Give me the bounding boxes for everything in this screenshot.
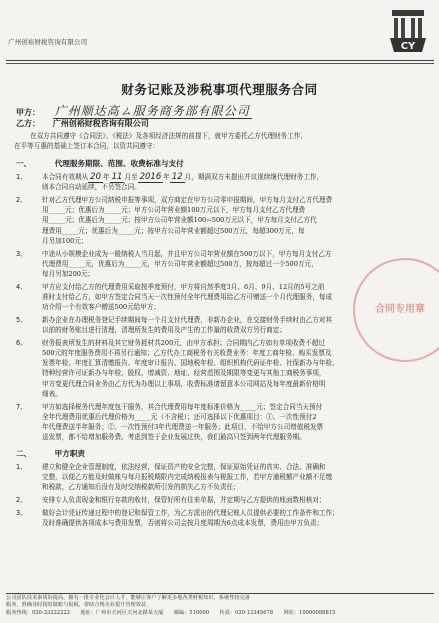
clause-line: 功介绍一个有效客户赠送500元给甲方； [42, 303, 161, 312]
footer-text [6, 595, 434, 617]
party-a-row [16, 102, 252, 119]
clause-line: 和税款，乙方通知后没有及时交纳税款所引发的损失乙方不负责任； [42, 483, 240, 492]
clause-number: 7、 [16, 402, 27, 411]
footer-divider [6, 593, 434, 594]
clause-text: 本合同有效期从 [42, 173, 89, 181]
section-1-title: 代理服务期限、范围、收费标准与支付 [54, 159, 184, 168]
clause-line: 细表。 [42, 389, 62, 398]
section-1-number: 一、 [16, 159, 32, 168]
section-2-title: 甲方职责 [54, 448, 86, 458]
clause-item [16, 195, 426, 246]
section-2-heading [16, 448, 85, 459]
clause-line: 以前的财务账目进行清理，清理所发生的费用及产生的工作量的收费双方另行商定； [42, 325, 286, 334]
clause-line [42, 172, 426, 182]
section-2-number: 二、 [16, 448, 32, 458]
header-company-name: 广州创裕财税咨询有限公司 [8, 38, 88, 46]
clause-line: 做好会计凭证传递过程中的登记和保管工作，为乙方派出的代理记账人员提供必要的工作条件和工作； [42, 508, 339, 517]
party-a-handwritten-name: 广州顺达高ㄙ服务商务部有限公司 [54, 104, 250, 118]
clause-item [16, 172, 426, 193]
footer-line: 公司团队技术素质的提高，拥有一批专业化会计人才，能够让客户了解更多地各类财税知识，系统性较完备 [6, 595, 250, 601]
clause-line: 全年代理费用优惠后代理价格为_____元（不含税）；还可选择以下优惠项目：①、一次性预付2 [42, 412, 317, 421]
handwritten-value: 11 [111, 172, 123, 182]
clause-line: 准时支付给乙方，如甲方签定合同当天一次性预付全年代理费用给乙方可赠送一个月代理服务，每成 [42, 292, 333, 301]
clause-item [16, 338, 426, 400]
handwritten-value: 20 [90, 172, 101, 182]
header-divider-thin [6, 63, 434, 64]
clause-item [16, 462, 426, 493]
clause-number: 3、 [16, 508, 27, 517]
clause-line: 财务报表所发生的材料及其它财务耗材共200元，由甲方承担；合同期内乙方如有单项收费不超过 [42, 338, 325, 347]
clause-line: 新办企业在办理税务登记手续期间每一个月支付代理费，非新办企业，在交接财务手续时由乙方对其 [42, 315, 333, 324]
clause-number: 2、 [16, 195, 27, 204]
clause-line: 安排专人负责现金和银行存款的收付，保管好所有往来单据，并定期与乙方提供的账面数相核对； [42, 496, 326, 504]
footer-line: 服务热线：020-33222222 地址：广州市天河区天河北路某大厦 邮编：510000 传真：020-12345678 网址：10000088815 [6, 609, 336, 616]
intro-line: 在平等互惠的基础上签订本合同，以资共同遵守： [14, 142, 160, 151]
clause-line: 年代理费送半年服务；②、一次性预付3年代理费送一年服务；此项目，不给甲方公司增值税发票 [42, 423, 324, 432]
clause-line: 发票年检、年度汇算清缴报告、年度审计报告、国地税年检、组织机构代码证年检、社保新办与年检、 [42, 359, 339, 368]
logo-letters: CY [400, 41, 416, 52]
party-b-name: 广州创裕财税咨询有限公司 [52, 118, 149, 128]
clause-text: 月，期满双方未提出并议视续继代理财务工作， [184, 173, 324, 181]
clause-number: 1、 [16, 462, 27, 471]
clause-item [16, 402, 426, 443]
handwritten-value: 2016 [139, 172, 162, 182]
clause-number: 1、 [16, 173, 27, 181]
clause-item [16, 249, 426, 280]
clause-line: 建立和健全企业管理制度，依法经营，保证资产的安全完整，保证原始凭证的真实、合法、准确和 [42, 462, 326, 471]
handwritten-value: 12 [171, 172, 183, 182]
clause-line: 甲方应支付给乙方的代理费用采取按季度预付，甲方将自然季度3月、6月、9月、12月的5号之前 [42, 282, 325, 291]
clause-item [16, 508, 426, 529]
clause-text: 则本合同自动延续，不另签合同。 [42, 183, 141, 192]
clause-line: 500元的年度服务费用不再另行通知；乙方代办工商税务有关收费业务：年度工商年检、购买发票及 [42, 348, 332, 357]
clause-text: 年 [102, 173, 110, 181]
clause-number: 2、 [16, 496, 27, 504]
clause-line: 每月另加200元； [42, 270, 95, 279]
contract-title: 财务记账及涉税事项代理服务合同 [121, 82, 318, 97]
clause-number: 5、 [16, 315, 27, 324]
clause-line [42, 182, 426, 192]
section-1-heading [16, 158, 184, 169]
clause-line: 特种经营许可证新办与年检、股权、增减资、地址、经营范围及期限等变更与其他工商税务事项， [42, 369, 326, 378]
clause-line: 用_____元；优惠后为_____元；按甲方公司年营业额100~500万元以下，甲方每月支付乙方代 [42, 216, 317, 225]
clause-line: 针对乙方代理甲方公司纳税申报等事项，双方商定在甲方公司零申报期间，甲方每月支付乙方代理费 [42, 195, 333, 204]
clause-number: 3、 [16, 249, 27, 258]
party-a-label: 甲方： [16, 107, 40, 117]
clause-line: 代理费用_____元，优惠后为_____元，甲方公司年营业额超过500万，按每超过一个500万元， [42, 259, 318, 268]
clause-text: 年 [163, 173, 170, 181]
clause-text: 月至 [124, 173, 138, 181]
clause-line: 用_____元；优惠后为_____元；甲方公司年营业额100万元以下，甲方每月支付乙方代理费 [42, 206, 306, 215]
footer-line: 服务，准确及时按时做账与报税，帮助合规企业提升管理效益、 [6, 602, 152, 609]
clause-line: 及时准确提供各项成本与费用发票，否则将公司会按月度周期为6点成本发票，费用由甲方负责； [42, 518, 324, 527]
header-divider [6, 60, 434, 61]
party-b-label: 乙方： [16, 118, 40, 128]
clause-number: 4、 [16, 282, 27, 291]
stamp-text: 合同专用章 [375, 304, 425, 315]
clause-line: 甲方如选择税务代理年度包干服务，其合代理费用每年度标准价格为_____元；签定合同当天预付 [42, 402, 323, 411]
party-b-row [16, 118, 149, 129]
company-logo-icon [384, 2, 432, 60]
clause-line: 完整，以便乙方能及时做账与每月报税期限内完成纳税报表与税报工作，若甲方逾税额产业额不足缴 [42, 473, 333, 482]
clause-line: 理费用_____元；优惠后为_____元；按甲方公司年营业额超过500万元，每超300万元，每 [42, 226, 305, 235]
clause-line: 月另加100元； [42, 236, 88, 245]
clause-line: 中途从小规模企业成为一般纳税人当月起，并且甲方公司年营业额在500万以下，甲方每月支付乙方 [42, 249, 332, 258]
intro-paragraph [14, 131, 307, 152]
clause-line: 甲方变更代理合同业务由乙方代为办理以上事项，收费标准请留意本公司网站及每年度最新价格明 [42, 379, 326, 388]
clause-line: 送发票，都不给增加服务费。考虑到签于企业发展过快，我们最高只签到两年代理服务期。 [42, 433, 306, 442]
clause-number: 6、 [16, 338, 27, 347]
clause-item [16, 495, 426, 505]
intro-line: 在双方共同遵守《合同法》、《税法》及各项经济法规的前提下，就甲方委托乙方代理财务工作， [30, 132, 307, 140]
